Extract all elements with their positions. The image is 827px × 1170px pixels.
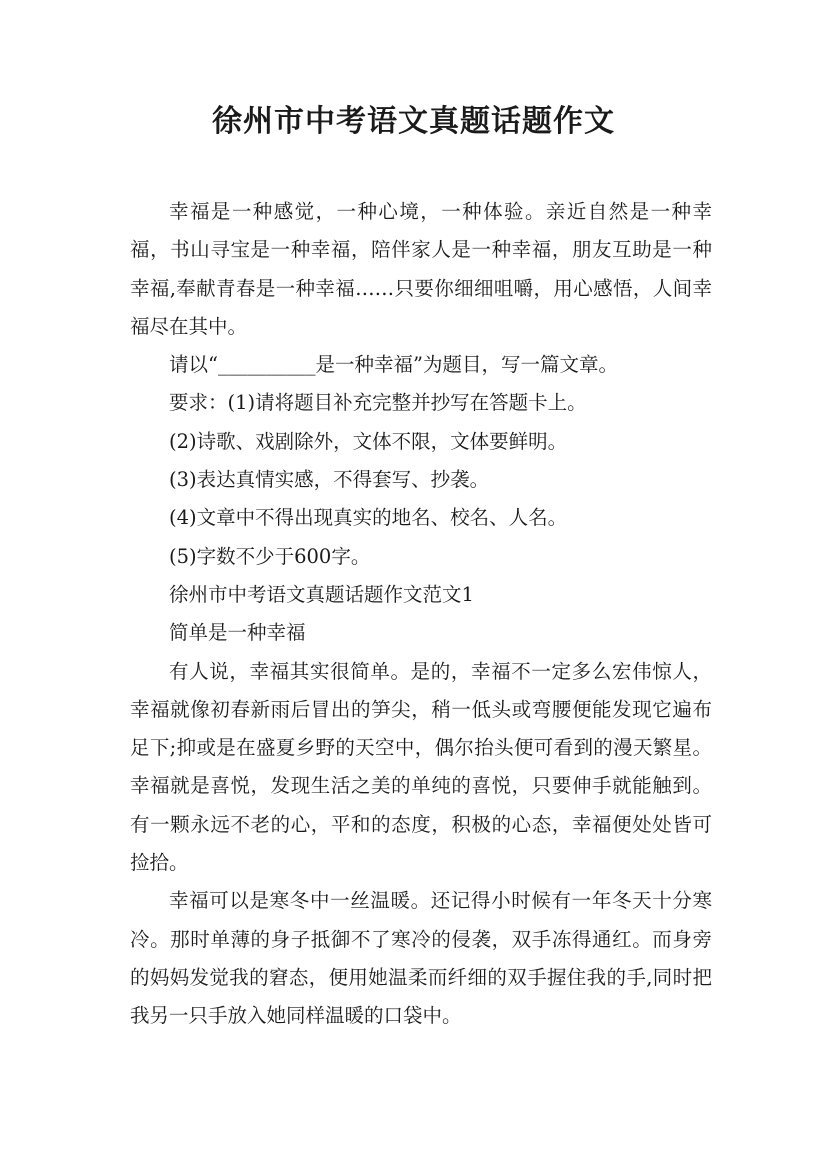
sample-essay-title: 简单是一种幸福 [169,621,306,645]
essay-paragraph: 有人说，幸福其实很简单。是的，幸福不一定多么宏伟惊人，幸福就像初春新雨后冒出的笋尖，稍一低头或弯腰便能发现它遍布足下;抑或是在盛夏乡野的天空中，偶尔抬头便可看到的漫天繁星。幸福就是喜悦，发现生活之美的单纯的喜悦，只要伸手就能触到。有一颗永远不老的心，平和的态度，积极的心态，幸福便处处皆可捡拾。 [130,659,712,875]
document-body [130,193,712,1036]
requirement-2: (2)诗歌、戏剧除外，文体不限，文体要鲜明。 [169,429,568,453]
prompt-paragraph: 请以“__________是一种幸福”为题目，写一篇文章。 [169,353,618,377]
document-title: 徐州市中考语文真题话题作文 [212,104,615,139]
requirement-4: (4)文章中不得出现真实的地名、校名、人名。 [169,506,568,530]
requirement-3: (3)表达真情实感，不得套写、抄袭。 [169,468,490,492]
requirement-1: 要求：(1)请将题目补充完整并抄写在答题卡上。 [169,391,587,415]
requirement-5: (5)字数不少于600字。 [169,544,371,568]
essay-paragraph: 幸福可以是寒冬中一丝温暖。还记得小时候有一年冬天十分寒冷。那时单薄的身子抵御不了寒冷的侵袭，双手冻得通红。而身旁的妈妈发觉我的窘态，便用她温柔而纤细的双手握住我的手,同时把我另一只手放入她同样温暖的口袋中。 [130,889,712,1028]
sample-essay-heading: 徐州市中考语文真题话题作文范文1 [169,582,474,606]
intro-paragraph: 幸福是一种感觉，一种心境，一种体验。亲近自然是一种幸福，书山寻宝是一种幸福，陪伴家人是一种幸福，朋友互助是一种幸福,奉献青春是一种幸福……只要你细细咀嚼，用心感悟，人间幸福尽在其中。 [130,200,712,338]
